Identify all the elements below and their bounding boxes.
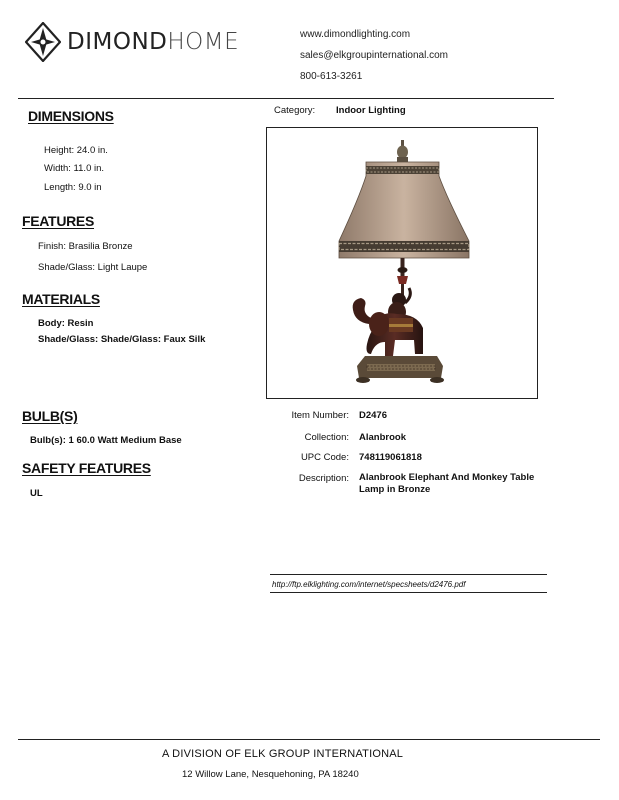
collection-value: Alanbrook <box>359 432 406 443</box>
dimension-height: Height: 24.0 in. <box>44 145 108 156</box>
bulbs-title: BULB(S) <box>22 408 78 424</box>
dimension-width: Width: 11.0 in. <box>44 163 105 174</box>
brand-logo <box>25 22 285 64</box>
lamp-finial <box>397 140 408 162</box>
footer-divider <box>18 739 600 740</box>
header-divider <box>18 98 554 99</box>
table-lamp-image <box>267 128 537 398</box>
lamp-base <box>356 356 444 383</box>
bulb-spec: Bulb(s): 1 60.0 Watt Medium Base <box>30 435 182 446</box>
dimensions-title: DIMENSIONS <box>28 108 114 124</box>
description-value: Alanbrook Elephant And Monkey Table Lamp in Bronze <box>359 472 535 495</box>
brand-name-bold: DIMOND <box>67 29 168 55</box>
website-link[interactable]: www.dimondlighting.com <box>300 29 411 40</box>
material-body: Body: Resin <box>38 318 94 329</box>
footer-address: 12 Willow Lane, Nesquehoning, PA 18240 <box>182 769 359 780</box>
brand-name-light: HOME <box>167 29 240 55</box>
safety-title: SAFETY FEATURES <box>22 460 151 476</box>
upc-label: UPC Code: <box>300 452 349 463</box>
phone-number: 800-613-3261 <box>300 71 363 82</box>
upc-value: 748119061818 <box>359 452 422 463</box>
footer-division: A DIVISION OF ELK GROUP INTERNATIONAL <box>162 748 404 760</box>
diamond-logo-icon <box>25 22 61 62</box>
category-value: Indoor Lighting <box>336 105 406 116</box>
item-number-label: Item Number: <box>291 410 349 421</box>
description-label: Description: <box>298 473 349 484</box>
features-title: FEATURES <box>22 213 95 229</box>
dimension-length: Length: 9.0 in <box>44 182 102 193</box>
feature-shade: Shade/Glass: Light Laupe <box>38 262 148 273</box>
collection-label: Collection: <box>304 432 349 443</box>
lamp-shade <box>339 162 469 258</box>
elephant-figure <box>353 298 423 356</box>
brand-name <box>67 29 239 55</box>
product-image-frame <box>266 127 538 399</box>
url-bottom-divider <box>270 592 547 593</box>
spec-sheet-link[interactable]: http://ftp.elklighting.com/internet/specsheets/d2476.pdf <box>272 580 466 589</box>
feature-finish: Finish: Brasilia Bronze <box>38 241 133 252</box>
item-number-value: D2476 <box>359 410 387 421</box>
category-label: Category: <box>274 105 316 116</box>
material-shade: Shade/Glass: Shade/Glass: Faux Silk <box>38 334 206 345</box>
materials-title: MATERIALS <box>22 291 100 307</box>
email-link[interactable]: sales@elkgroupinternational.com <box>300 50 449 61</box>
lamp-stem <box>397 258 408 296</box>
safety-ul: UL <box>30 488 43 499</box>
url-top-divider <box>270 574 547 575</box>
